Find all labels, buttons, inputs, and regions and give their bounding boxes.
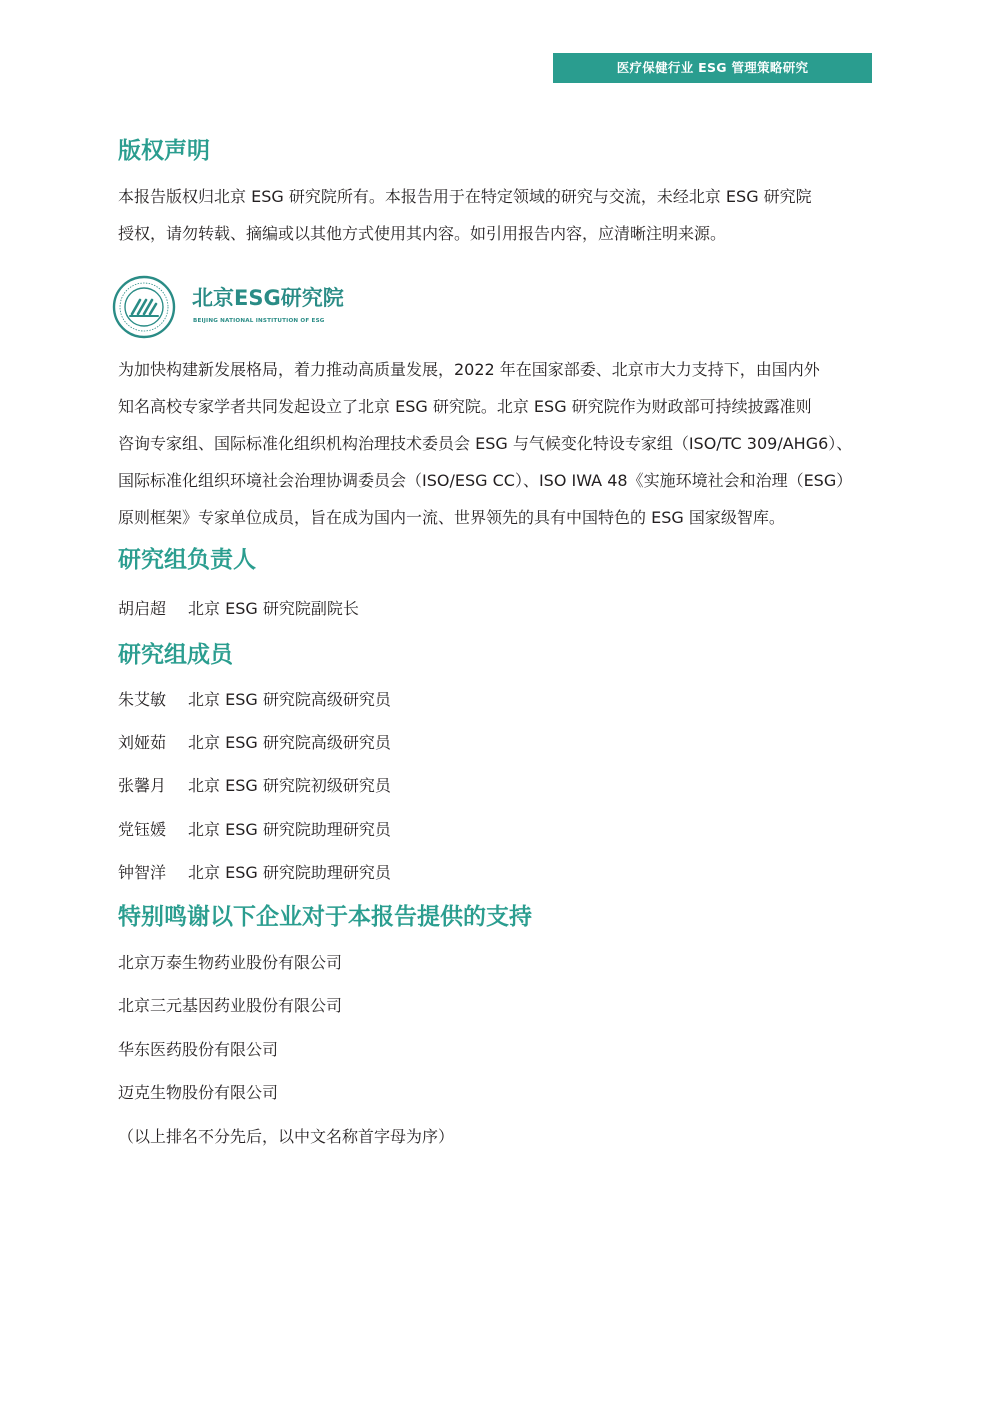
intro-paragraph xyxy=(118,351,888,536)
copyright-line: 本报告版权归北京 ESG 研究院所有。本报告用于在特定领域的研究与交流，未经北京 ESG 研究院 xyxy=(118,187,812,206)
member-role: 北京 ESG 研究院助理研究员 xyxy=(188,863,391,882)
company-item: 北京三元基因药业股份有限公司 xyxy=(118,996,343,1015)
institute-logo xyxy=(112,275,352,339)
member-name: 刘娅茹 xyxy=(118,733,167,752)
member-name: 张馨月 xyxy=(118,776,167,795)
member-role: 北京 ESG 研究院高级研究员 xyxy=(188,690,391,709)
ordering-note: （以上排名不分先后，以中文名称首字母为序） xyxy=(118,1127,455,1146)
thanks-heading: 特别鸣谢以下企业对于本报告提供的支持 xyxy=(118,904,532,930)
leader-row xyxy=(118,598,359,620)
leader-heading: 研究组负责人 xyxy=(118,547,256,573)
intro-line: 原则框架》专家单位成员，旨在成为国内一流、世界领先的具有中国特色的 ESG 国家级智库。 xyxy=(118,508,785,527)
member-role: 北京 ESG 研究院高级研究员 xyxy=(188,733,391,752)
intro-line: 为加快构建新发展格局，着力推动高质量发展，2022 年在国家部委、北京市大力支持下，由国内外 xyxy=(118,360,820,379)
institute-english-name: BEIJING NATIONAL INSTITUTION OF ESG xyxy=(193,318,325,324)
member-role: 北京 ESG 研究院初级研究员 xyxy=(188,776,391,795)
member-role: 北京 ESG 研究院助理研究员 xyxy=(188,820,391,839)
institute-name: 北京ESG研究院 xyxy=(192,286,344,310)
intro-line: 知名高校专家学者共同发起设立了北京 ESG 研究院。北京 ESG 研究院作为财政部可持续披露准则 xyxy=(118,397,812,416)
member-row xyxy=(118,819,391,841)
members-heading: 研究组成员 xyxy=(118,642,233,668)
header-title: 医疗保健行业 ESG 管理策略研究 xyxy=(616,60,809,75)
member-row xyxy=(118,862,391,884)
member-name: 钟智洋 xyxy=(118,863,167,882)
company-item: 迈克生物股份有限公司 xyxy=(118,1083,279,1102)
member-name: 朱艾敏 xyxy=(118,690,167,709)
member-row xyxy=(118,775,391,797)
company-item: 北京万泰生物药业股份有限公司 xyxy=(118,953,343,972)
member-name: 党钰媛 xyxy=(118,820,167,839)
member-row xyxy=(118,689,391,711)
header-title-bar xyxy=(553,53,872,83)
leader-role: 北京 ESG 研究院副院长 xyxy=(188,599,359,618)
leader-name: 胡启超 xyxy=(118,599,167,618)
copyright-paragraph xyxy=(118,178,888,252)
copyright-heading: 版权声明 xyxy=(118,138,210,164)
company-item: 华东医药股份有限公司 xyxy=(118,1040,279,1059)
intro-line: 国际标准化组织环境社会治理协调委员会（ISO/ESG CC）、ISO IWA 48《实施环境社会和治理（ESG） xyxy=(118,471,853,490)
copyright-line: 授权，请勿转载、摘编或以其他方式使用其内容。如引用报告内容，应清晰注明来源。 xyxy=(118,224,727,243)
institute-seal-icon xyxy=(112,275,176,339)
intro-line: 咨询专家组、国际标准化组织机构治理技术委员会 ESG 与气候变化特设专家组（ISO/TC 309/AHG6）、 xyxy=(118,434,853,453)
member-row xyxy=(118,732,391,754)
